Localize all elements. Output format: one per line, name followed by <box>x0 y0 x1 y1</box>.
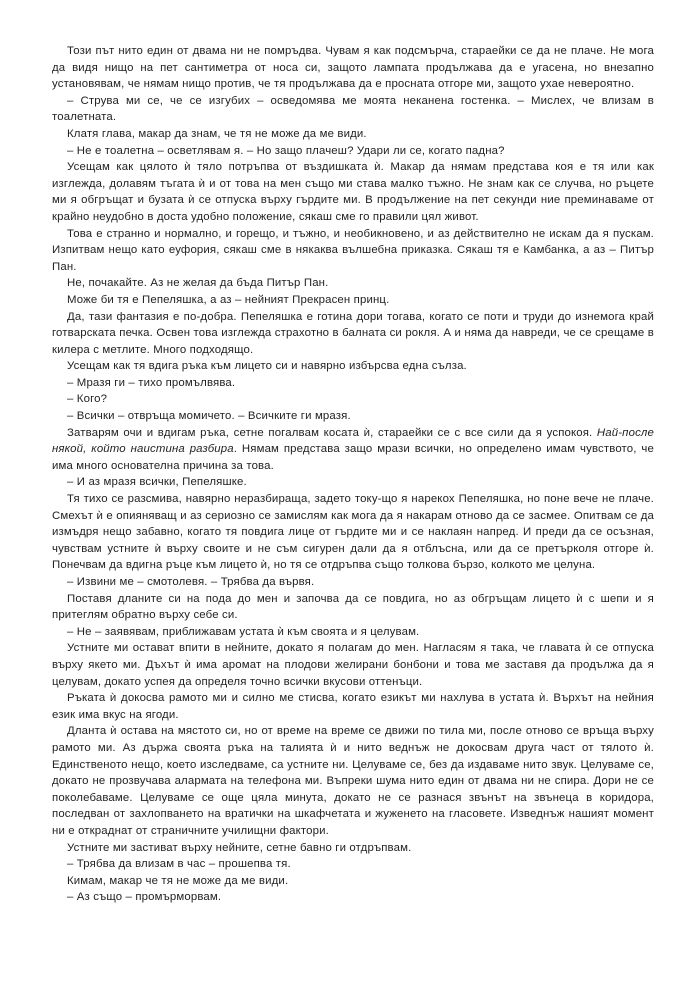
paragraph: Усещам как цялото ѝ тяло потръпва от въздишката ѝ. Макар да нямам представа коя е тя или как изглежда, долавям тъгата ѝ и от това на мен също ми става малко тъжно. Не знам как се случва, но ръцете ми я обгръщат и бузата ѝ се отпуска върху гърдите ми. В продължение на пет секунди ние преминаваме от крайно неудобно в доста удобно положение, сякаш сме го правили цял живот. <box>52 161 654 223</box>
paragraph: Поставя дланите си на пода до мен и започва да се повдига, но аз обгръщам лицето ѝ с шепи и я притеглям обратно върху себе си. <box>52 592 654 622</box>
paragraph: – Мразя ги – тихо промълвява. <box>67 376 236 389</box>
paragraph: Усещам как тя вдига ръка към лицето си и навярно избърсва една сълза. <box>67 360 467 373</box>
paragraph: – Не – заявявам, приближавам устата ѝ към своята и я целувам. <box>67 625 420 638</box>
paragraph: Този път нито един от двама ни не помръдва. Чувам я как подсмърча, стараейки се да не плаче. Не мога да видя нищо на пет сантиметра от носа си, защото лампата продължава да е угасена, но внезапно установявам, че нямам нищо против, че тя продължава да е просната отгоре ми, защото ухае невероятно. <box>52 45 654 91</box>
paragraph: Това е странно и нормално, и горещо, и тъжно, и необикновено, и аз действително не искам да я пускам. Изпитвам нещо като еуфория, сякаш сме в някаква вълшебна приказка. Сякаш тя е Камбанка, а аз – Питър Пан. <box>52 227 654 273</box>
paragraph: Тя тихо се разсмива, навярно неразбираща, задето току-що я нарекох Пепеляшка, но поне вече не плаче. Смехът ѝ е опияняващ и аз сериозно се замислям как мога да я накарам отново да се засмее. Опитвам се да измъдря нещо забавно, когато тя повдига лице от гърдите ми и се наклаян напред. И преди да се осъзная, чувствам устните ѝ върху своите и не съм сигурен дали да я отблъсна, или да се претърколя отгоре ѝ. Понечвам да вдигна ръце към лицето ѝ, но тя се отдръпва също толкова бързо, колкото ме целуна. <box>52 493 654 572</box>
paragraph: Може би тя е Пепеляшка, а аз – нейният Прекрасен принц. <box>67 293 390 306</box>
paragraph: – Трябва да влизам в час – прошепва тя. <box>67 858 291 871</box>
paragraph: Дланта ѝ остава на мястото си, но от време на време се движи по тила ми, после отново се връща върху рамото ми. Аз държа своята ръка на талията ѝ и нито веднъж не докосвам друга част от тялото ѝ. Единственото нещо, което изследваме, са устните ни. Целуваме се, без да издаваме нито звук. Целуваме се, докато не прозвучава алармата на телефона ми. Въпреки шума нито един от двама ни не спира. Дори не се поколебаваме. Целуваме се още цяла минута, докато не се разнася звънът на звънеца в коридора, последван от захлопването на вратички на шкафчетата и жуженето на гласовете. Изведнъж нашият момент ни е откраднат от страничните училищни фактори. <box>52 725 654 837</box>
paragraph: – Не е тоалетна – осветлявам я. – Но защо плачеш? Удари ли се, когато падна? <box>67 144 505 157</box>
paragraph: – Аз също – промърморвам. <box>67 891 222 904</box>
paragraph: Клатя глава, макар да знам, че тя не може да ме види. <box>67 127 367 140</box>
paragraph: – Кого? <box>67 393 108 406</box>
paragraph: Да, тази фантазия е по-добра. Пепеляшка е готина дори тогава, когато се поти и труди до изнемога край готварската печка. Освен това изглежда страхотно в балната си рокля. А и няма да навреди, че се срещаме в килера с метлите. Много подходящо. <box>52 310 654 356</box>
paragraph: Затварям очи и вдигам ръка, сетне погалвам косата ѝ, стараейки се с все сили да я успокоя. Най-после някой, който наистина разбира. Нямам представа защо мрази всички, но определено имам чувството, че има много основателна причина за това. <box>52 426 654 472</box>
paragraph: – Извини ме – смотолевя. – Трябва да вървя. <box>67 576 315 588</box>
paragraph: – Струва ми се, че се изгубих – осведомява ме моята неканена гостенка. – Мислех, че влизам в тоалетната. <box>52 94 654 124</box>
text-body <box>52 43 654 906</box>
paragraph: Устните ми застиват върху нейните, сетне бавно ги отдръпвам. <box>67 841 412 854</box>
paragraph: Кимам, макар че тя не може да ме види. <box>67 874 289 887</box>
paragraph: Ръката ѝ докосва рамото ми и силно ме стисва, когато езикът ми нахлува в устата ѝ. Върхът на нейния език има вкус на ягоди. <box>52 692 654 721</box>
paragraph: – И аз мразя всички, Пепеляшке. <box>67 476 247 489</box>
paragraph: – Всички – отвръща момичето. – Всичките ги мразя. <box>67 410 351 423</box>
emphasis-text: Най-после някой, който наистина разбира <box>52 426 654 456</box>
paragraph: Не, почакайте. Аз не желая да бъда Питър Пан. <box>67 277 329 290</box>
paragraph: Устните ми остават впити в нейните, докато я полагам до мен. Нагласям я така, че главата ѝ се отпуска върху якето ми. Дъхът ѝ има аромат на плодови желирани бонбони и това ме заставя да продължа да я целувам, докато успея да определя точно всички вкусови оттенъци. <box>52 642 654 688</box>
